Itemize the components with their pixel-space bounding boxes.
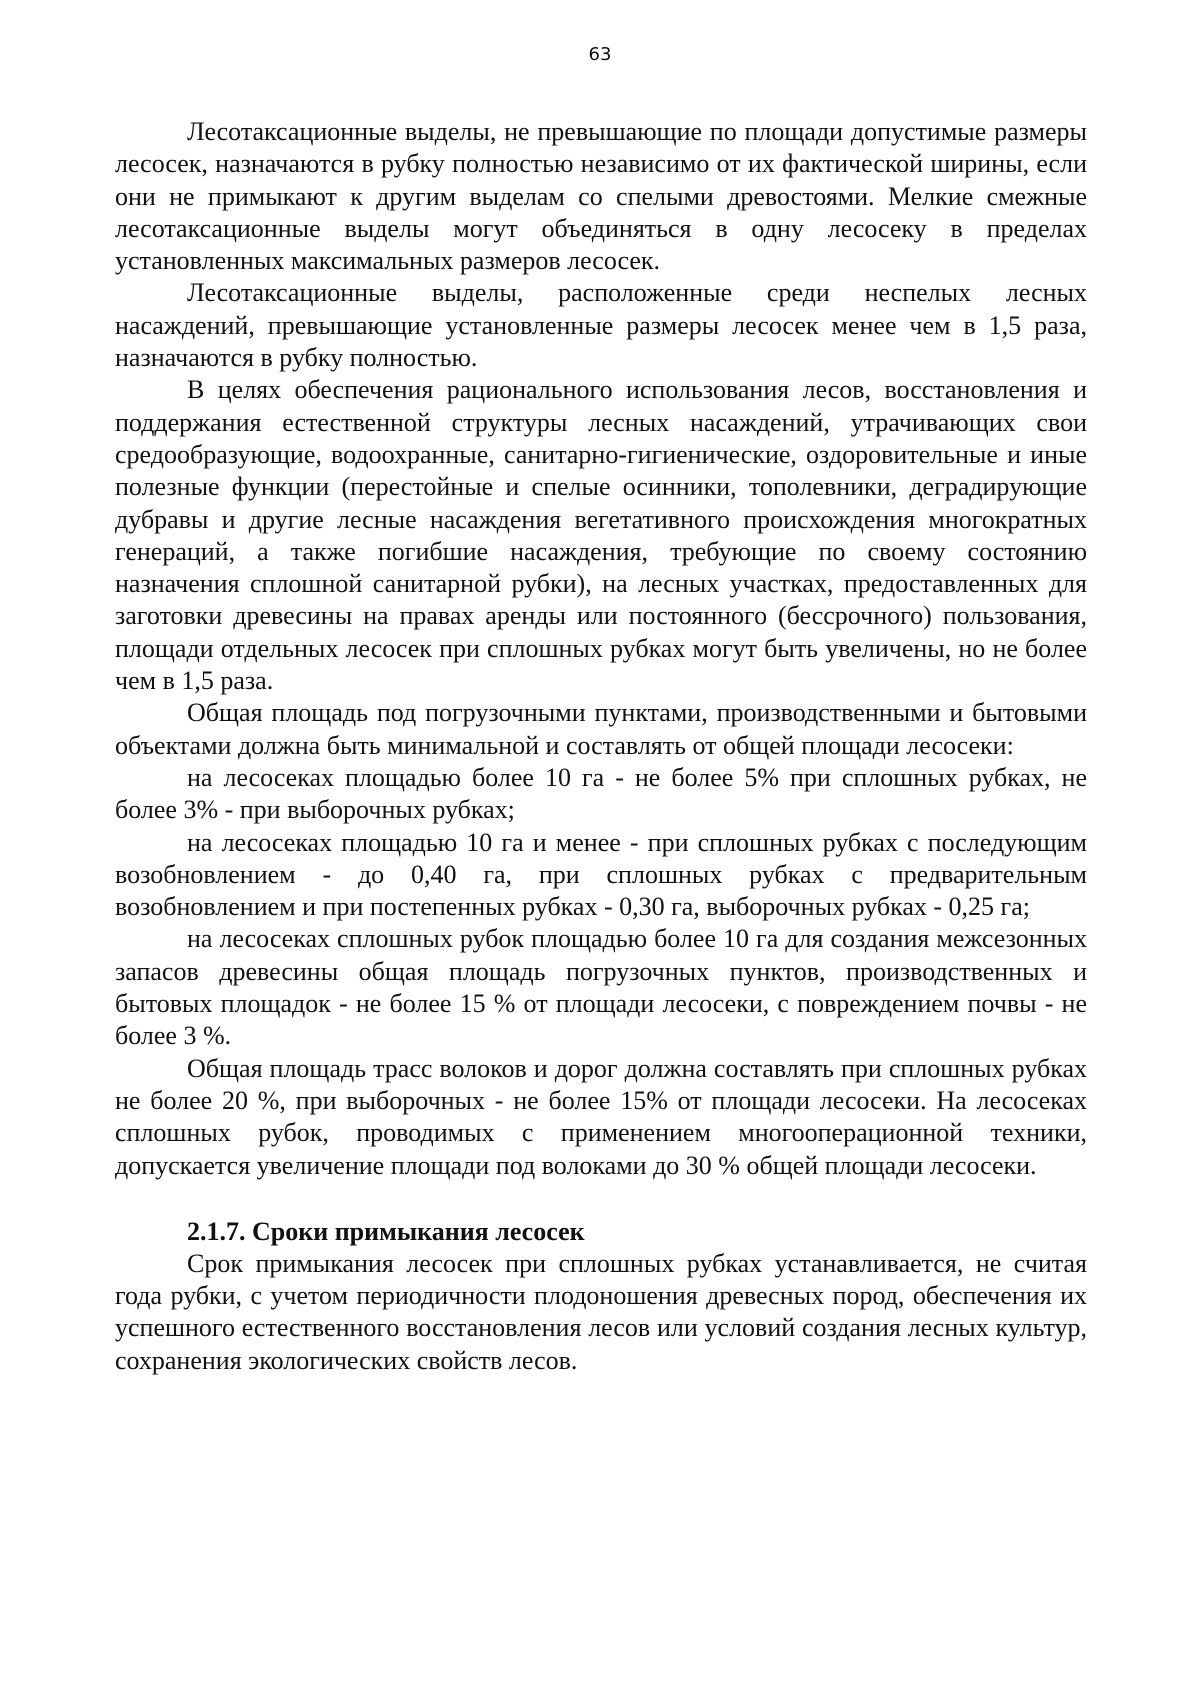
paragraph: Лесотаксационные выделы, не превышающие по площади допустимые размеры лесосек, назначаются в рубку полностью независимо от их фактической ширины, если они не примыкают к другим выделам со спелыми древостоями. Мелкие смежные лесотаксационные выделы могут объединяться в одну лесосеку в пределах установленных максимальных размеров лесосек. bbox=[115, 117, 1087, 276]
list-item: на лесосеках сплошных рубок площадью более 10 га для создания межсезонных запасов древесины общая площадь погрузочных пунктов, производственных и бытовых площадок - не более 15 % от площади лесосеки, с повреждением почвы - не более 3 %. bbox=[115, 924, 1087, 1051]
paragraph: Общая площадь под погрузочными пунктами, производственными и бытовыми объектами должна быть минимальной и составлять от общей площади лесосеки: bbox=[115, 698, 1087, 760]
section-heading: 2.1.7. Сроки примыкания лесосек bbox=[187, 1216, 585, 1246]
paragraph: В целях обеспечения рационального использования лесов, восстановления и поддержания естественной структуры лесных насаждений, утрачивающих свои средообразующие, водоохранные, санитарно-гигиенические, оздоровительные и иные полезные функции (перестойные и спелые осинники, тополевники, деградирующие дубравы и другие лесные насаждения вегетативного происхождения многократных генераций, а также погибшие насаждения, требующие по своему состоянию назначения сплошной санитарной рубки), на лесных участках, предоставленных для заготовки древесины на правах аренды или постоянного (бессрочного) пользования, площади отдельных лесосек при сплошных рубках могут быть увеличены, но не более чем в 1,5 раза. bbox=[115, 375, 1087, 696]
list-item: на лесосеках площадью более 10 га - не более 5% при сплошных рубках, не более 3% - при выборочных рубках; bbox=[115, 762, 1087, 825]
paragraph: Срок примыкания лесосек при сплошных рубках устанавливается, не считая года рубки, с учетом периодичности плодоношения древесных пород, обеспечения их успешного естественного восстановления лесов или условий создания лесных культур, сохранения экологических свойств лесов. bbox=[115, 1248, 1087, 1375]
paragraph: Общая площадь трасс волоков и дорог должна составлять при сплошных рубках не более 20 %, при выборочных - не более 15% от площади лесосеки. На лесосеках сплошных рубок, проводимых с применением многооперационной техники, допускается увеличение площади под волоками до 30 % общей площади лесосеки. bbox=[115, 1053, 1087, 1180]
document-body bbox=[115, 116, 1087, 1377]
paragraph: Лесотаксационные выделы, расположенные среди неспелых лесных насаждений, превышающие установленные размеры лесосек менее чем в 1,5 раза, назначаются в рубку полностью. bbox=[115, 278, 1087, 373]
page-number: 63 bbox=[588, 44, 612, 65]
list-item: на лесосеках площадью 10 га и менее - при сплошных рубках с последующим возобновлением - до 0,40 га, при сплошных рубках с предварительным возобновлением и при постепенных рубках - 0,30 га, выборочных рубках - 0,25 га; bbox=[115, 827, 1087, 922]
